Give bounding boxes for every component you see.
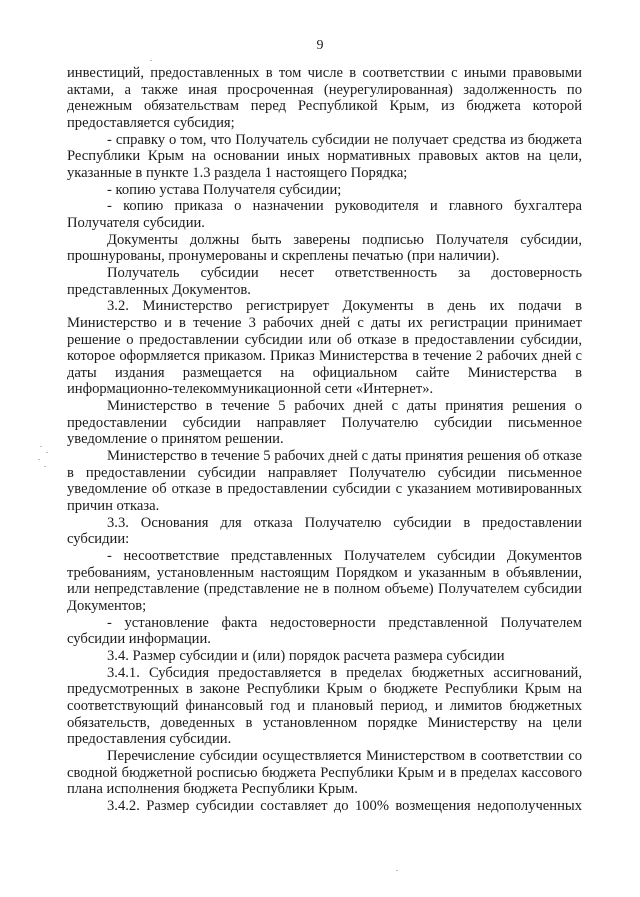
- paragraph-1: инвестиций, предоставленных в том числе в соответствии с иными правовыми актами, а также иная просроченная (неурегулированная) задолженность по денежным обязательствам перед Республикой Крым, из бюджета которой предоставляется субсидия;: [67, 65, 582, 131]
- paragraph-8: Министерство в течение 5 рабочих дней с даты принятия решения о предоставлении субсидии направляет Получателю субсидии письменное уведомление о принятом решении.: [67, 398, 582, 448]
- paragraph-12: - установление факта недостоверности представленной Получателем субсидии информации.: [67, 614, 582, 648]
- scan-speck: [396, 870, 398, 871]
- paragraph-3: - копию устава Получателя субсидии;: [107, 181, 342, 198]
- paragraph-10: 3.3. Основания для отказа Получателю субсидии в предоставлении субсидии:: [67, 514, 582, 548]
- document-body: [67, 65, 582, 815]
- scan-speck: [38, 459, 40, 460]
- paragraph-4: - копию приказа о назначении руководителя и главного бухгалтера Получателя субсидии.: [67, 198, 582, 231]
- scan-speck: [150, 60, 152, 61]
- scan-speck: [40, 446, 42, 447]
- page-number: 9: [316, 38, 324, 53]
- paragraph-11: - несоответствие представленных Получателем субсидии Документов требованиям, установленным настоящим Порядком и указанным в объявлении, или непредставление (представление не в полном объеме) Получателем субсидии Документов;: [67, 548, 582, 614]
- paragraph-2: - справку о том, что Получатель субсидии не получает средства из бюджета Республики Крым на основании иных нормативных правовых актов на цели, указанные в пункте 1.3 раздела 1 настоящего Порядка;: [67, 131, 582, 181]
- paragraph-16: 3.4.2. Размер субсидии составляет до 100% возмещения недополученных: [107, 797, 582, 814]
- paragraph-5: Документы должны быть заверены подписью Получателя субсидии, прошнурованы, пронумерованы и скреплены печатью (при наличии).: [67, 231, 582, 265]
- scan-speck: [44, 466, 46, 467]
- scan-speck: [46, 452, 48, 453]
- paragraph-15: Перечисление субсидии осуществляется Министерством в соответствии со сводной бюджетной росписью бюджета Республики Крым и в пределах кассового плана исполнения бюджета Республики Крым.: [67, 747, 582, 798]
- paragraph-13: 3.4. Размер субсидии и (или) порядок расчета размера субсидии: [107, 647, 505, 664]
- paragraph-6: Получатель субсидии несет ответственность за достоверность представленных Документов.: [67, 264, 582, 298]
- paragraph-9: Министерство в течение 5 рабочих дней с даты принятия решения об отказе в предоставлении субсидии направляет Получателю субсидии письменное уведомление об отказе в предоставлении субсидии с указанием мотивированных причин отказа.: [67, 448, 582, 515]
- paragraph-7: 3.2. Министерство регистрирует Документы в день их подачи в Министерство и в течение 3 рабочих дней с даты их регистрации принимает решение о предоставлении субсидии или об отказе в предоставлении субсидии, которое оформляется приказом. Приказ Министерства в течение 2 рабочих дней с даты издания размещается на официальном сайте Министерства в информационно-телекоммуникационной сети «Интернет».: [67, 298, 582, 398]
- paragraph-14: 3.4.1. Субсидия предоставляется в пределах бюджетных ассигнований, предусмотренных в законе Республики Крым о бюджете Республики Крым на соответствующий финансовый год и плановый период, и лимитов бюджетных обязательств, доведенных в установленном порядке Министерству на цели предоставления субсидии.: [67, 664, 582, 748]
